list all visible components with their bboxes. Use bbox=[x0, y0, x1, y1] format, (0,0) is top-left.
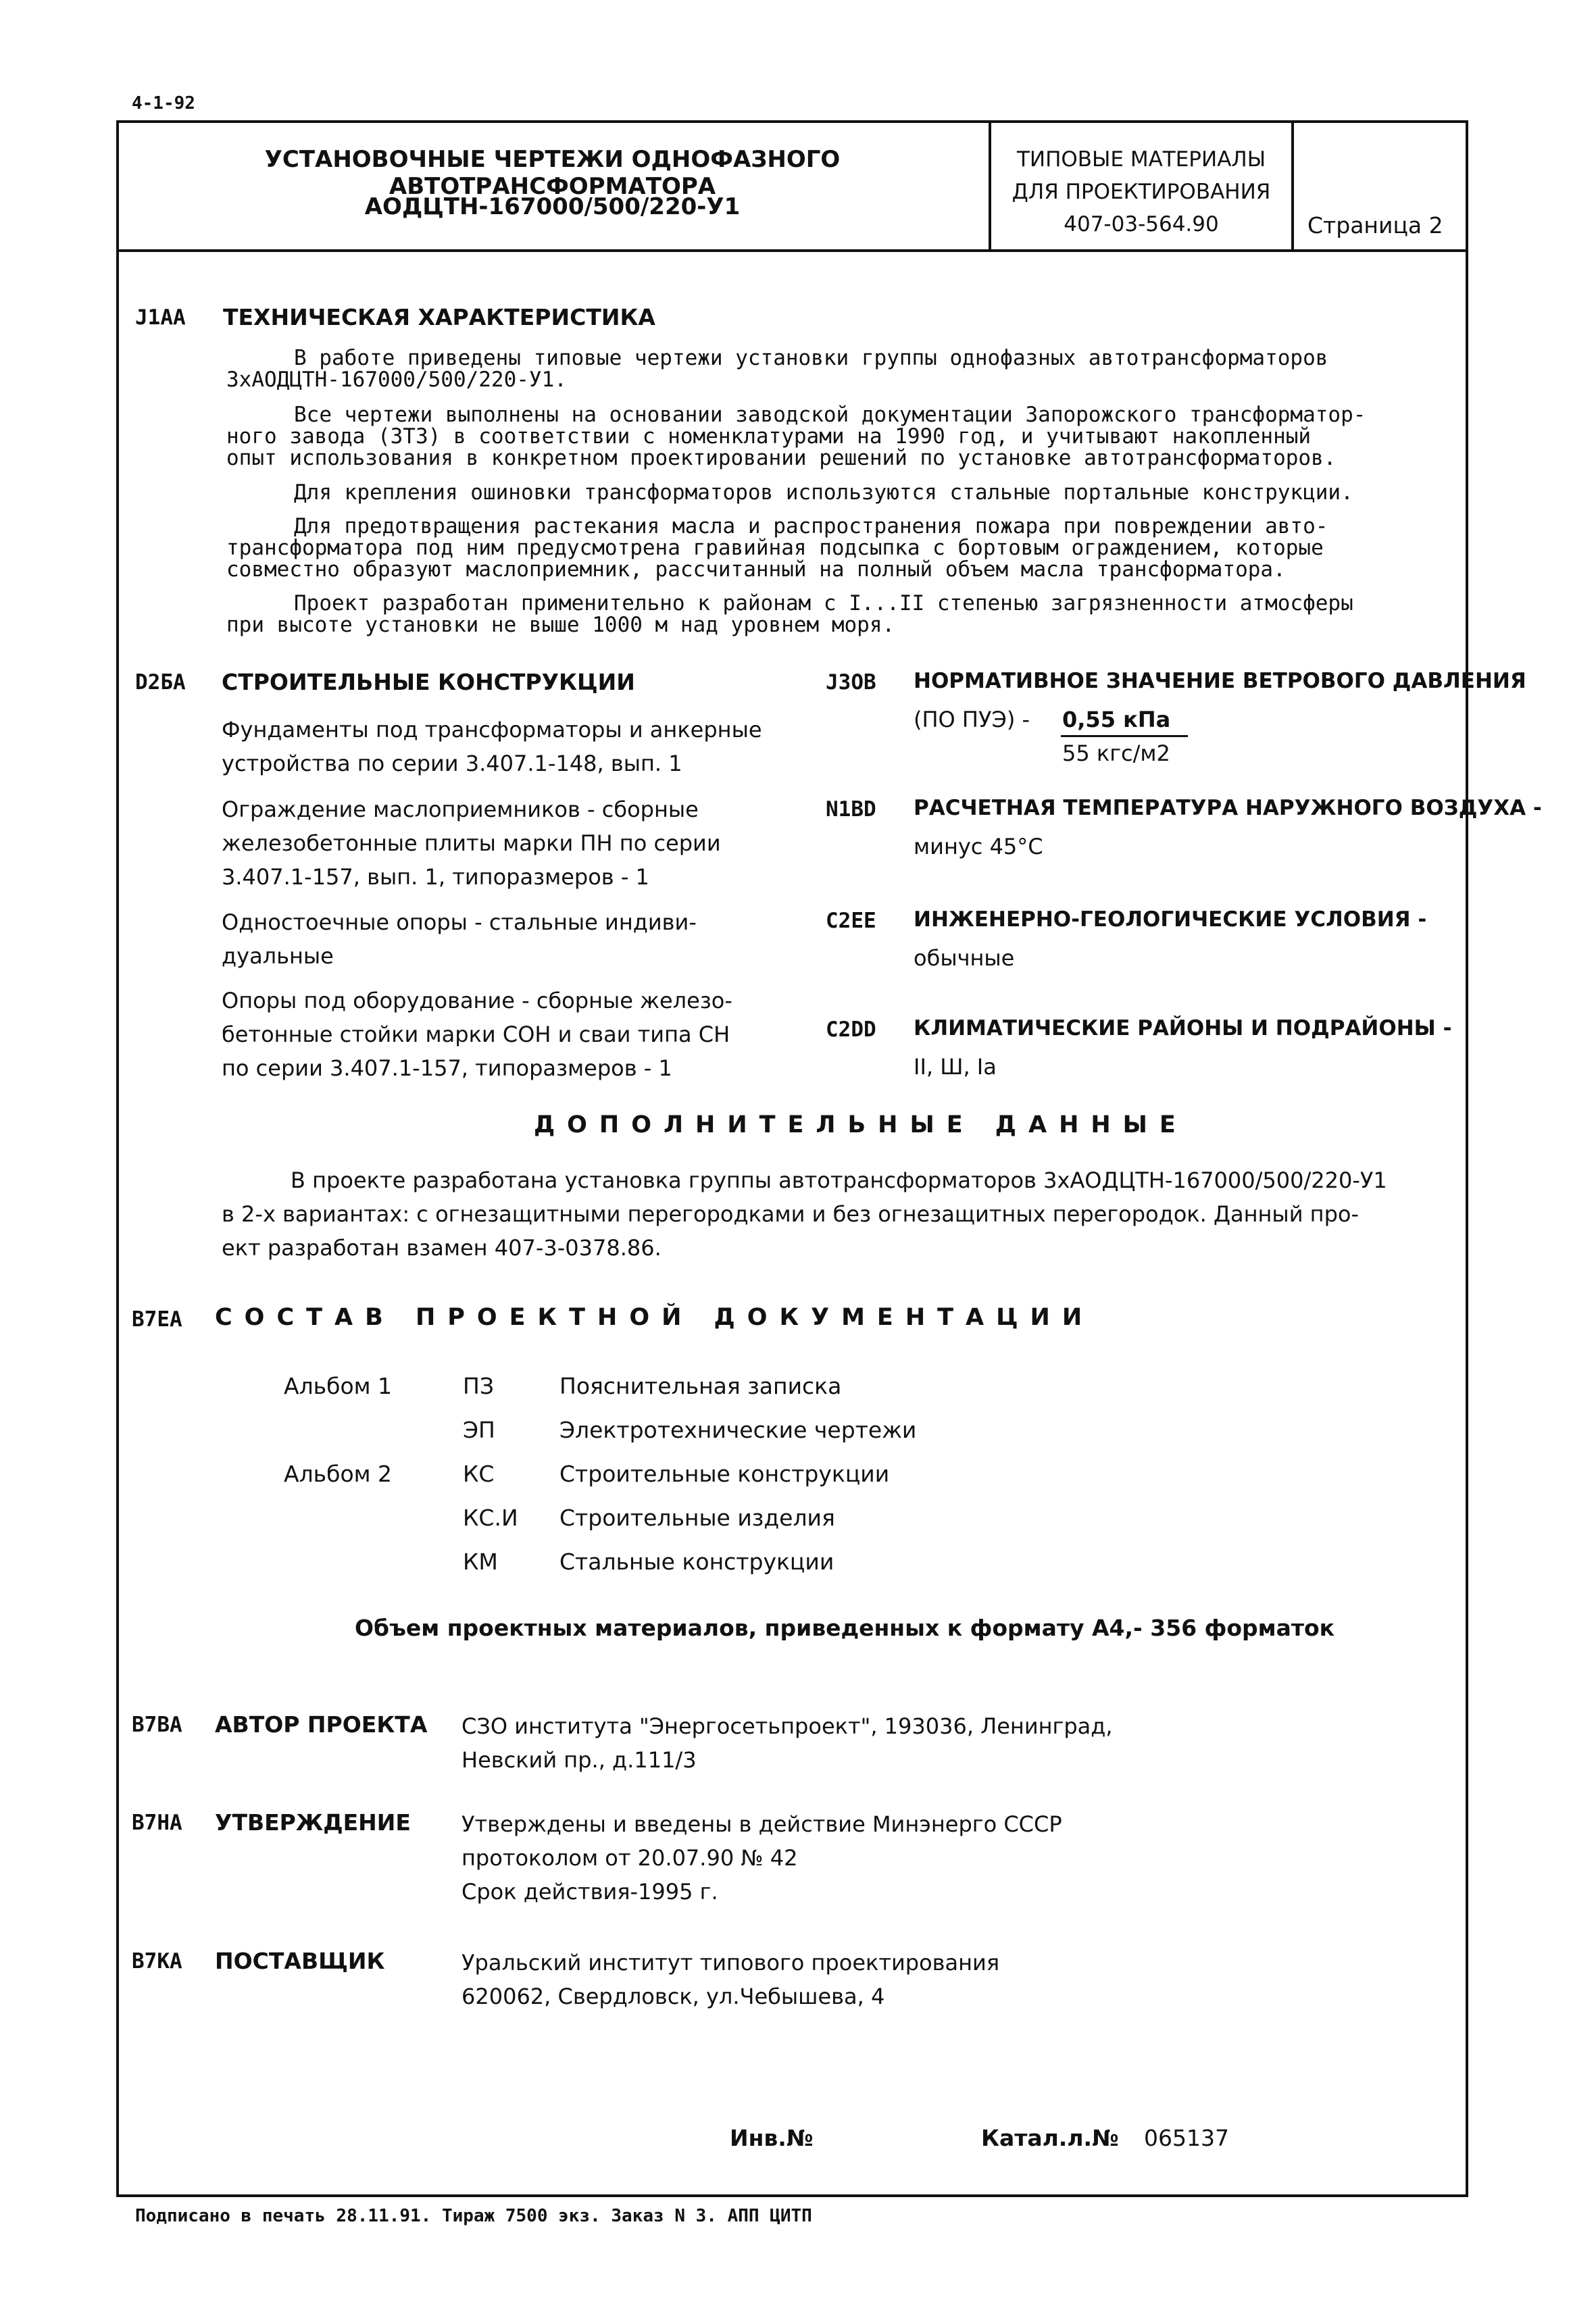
album-1-label: Альбом 1 bbox=[284, 1373, 393, 1399]
approval-code: В7НА bbox=[132, 1811, 182, 1835]
geo-value: обычные bbox=[914, 945, 1015, 971]
author-heading: АВТОР ПРОЕКТА bbox=[215, 1711, 428, 1738]
build-item4-l3: по серии 3.407.1-157, типоразмеров - 1 bbox=[222, 1055, 672, 1081]
supplier-l2: 620062, Свердловск, ул.Чебышева, 4 bbox=[462, 1984, 885, 2009]
title-cell bbox=[116, 120, 991, 249]
doc-code: КМ bbox=[463, 1549, 498, 1575]
build-item2-l2: железобетонные плиты марки ПН по серии bbox=[222, 830, 721, 856]
catalog-number: 065137 bbox=[1144, 2125, 1229, 2151]
wind-value-kpa: 0,55 кПа bbox=[1062, 707, 1171, 732]
doc-name: Строительные конструкции bbox=[559, 1461, 890, 1487]
docs-heading: СОСТАВ ПРОЕКТНОЙ ДОКУМЕНТАЦИИ bbox=[215, 1304, 1095, 1331]
temp-code: N1ВD bbox=[826, 797, 876, 822]
extra-heading: ДОПОЛНИТЕЛЬНЫЕ ДАННЫЕ bbox=[534, 1111, 1188, 1138]
geo-heading: ИНЖЕНЕРНО-ГЕОЛОГИЧЕСКИЕ УСЛОВИЯ - bbox=[914, 907, 1427, 932]
tech-code: Ј1АА bbox=[135, 305, 186, 330]
tech-p3-l1: Для крепления ошиновки трансформаторов используются стальные портальные конструкции. bbox=[294, 480, 1353, 505]
tech-heading: ТЕХНИЧЕСКАЯ ХАРАКТЕРИСТИКА bbox=[223, 304, 655, 330]
author-code: В7ВА bbox=[132, 1713, 182, 1737]
wind-value-kgs: 55 кгс/м2 bbox=[1062, 740, 1170, 766]
tech-p1-l1: В работе приведены типовые чертежи установки группы однофазных автотрансформаторов bbox=[294, 346, 1328, 370]
print-info: Подписано в печать 28.11.91. Тираж 7500 экз. Заказ N 3. АПП ЦИТП bbox=[135, 2206, 812, 2226]
tech-p4-l3: совместно образуют маслоприемник, рассчитанный на полный объем масла трансформатора. bbox=[226, 557, 1286, 582]
build-item1-l1: Фундаменты под трансформаторы и анкерные bbox=[222, 717, 762, 743]
title-line-1: УСТАНОВОЧНЫЕ ЧЕРТЕЖИ ОДНОФАЗНОГО АВТОТРАНСФОРМАТОРА bbox=[264, 146, 841, 200]
author-l1: СЗО института "Энергосетьпроект", 193036, Ленинград, bbox=[462, 1713, 1113, 1739]
supplier-code: В7КА bbox=[132, 1949, 182, 1973]
supplier-l1: Уральский институт типового проектирования bbox=[462, 1950, 1000, 1976]
title-line-2: АОДЦТН-167000/500/220-У1 bbox=[364, 193, 741, 220]
tech-p2-l2: ного завода (ЗТЗ) в соответствии с номенклатурами на 1990 год, и учитывают накопленный bbox=[226, 424, 1312, 449]
climate-value: II, Ш, Iа bbox=[914, 1054, 997, 1080]
doc-code: ЭП bbox=[463, 1417, 495, 1443]
wind-code: J3ОВ bbox=[826, 670, 876, 695]
inventory-label: Инв.№ bbox=[730, 2125, 814, 2151]
approval-heading: УТВЕРЖДЕНИЕ bbox=[215, 1809, 411, 1836]
doc-code: ПЗ bbox=[463, 1373, 494, 1399]
tech-p1-l2: 3хАОДЦТН-167000/500/220-У1. bbox=[226, 368, 567, 392]
series-line-1: ТИПОВЫЕ МАТЕРИАЛЫ bbox=[1016, 147, 1266, 172]
tech-p2-l3: опыт использования в конкретном проектировании решений по установке автотрансформаторов. bbox=[226, 446, 1337, 470]
climate-code: С2DD bbox=[826, 1017, 876, 1042]
docs-volume: Объем проектных материалов, приведенных к формату А4,- 356 форматок bbox=[355, 1615, 1335, 1641]
docs-code: В7ЕА bbox=[132, 1307, 182, 1332]
title-block bbox=[116, 120, 1468, 252]
page-number: Страница 2 bbox=[1307, 212, 1443, 238]
build-item2-l3: 3.407.1-157, вып. 1, типоразмеров - 1 bbox=[222, 864, 649, 890]
tech-p2-l1: Все чертежи выполнены на основании заводской документации Запорожского трансформатор- bbox=[294, 403, 1366, 427]
climate-heading: КЛИМАТИЧЕСКИЕ РАЙОНЫ И ПОДРАЙОНЫ - bbox=[914, 1016, 1452, 1040]
approval-l1: Утверждены и введены в действие Минэнерго СССР bbox=[462, 1811, 1062, 1837]
extra-l2: в 2-х вариантах: с огнезащитными перегородками и без огнезащитных перегородок. Данный про- bbox=[222, 1201, 1360, 1227]
extra-l1: В проекте разработана установка группы автотрансформаторов 3хАОДЦТН-167000/500/220-У1 bbox=[291, 1167, 1387, 1193]
tech-p5-l1: Проект разработан применительно к районам с I...II степенью загрязненности атмосферы bbox=[294, 591, 1353, 615]
page-cell bbox=[1294, 120, 1466, 249]
wind-heading: НОРМАТИВНОЕ ЗНАЧЕНИЕ ВЕТРОВОГО ДАВЛЕНИЯ bbox=[914, 669, 1526, 693]
approval-l2: протоколом от 20.07.90 № 42 bbox=[462, 1845, 798, 1871]
build-item3-l1: Одностоечные опоры - стальные индиви- bbox=[222, 909, 697, 935]
doc-name: Электротехнические чертежи bbox=[559, 1417, 917, 1443]
doc-name: Пояснительная записка bbox=[559, 1373, 842, 1399]
tech-p4-l1: Для предотвращения растекания масла и распространения пожара при повреждении авто- bbox=[294, 514, 1328, 538]
supplier-heading: ПОСТАВЩИК bbox=[215, 1948, 385, 1974]
catalog-label: Катал.л.№ bbox=[981, 2125, 1119, 2151]
build-item2-l1: Ограждение маслоприемников - сборные bbox=[222, 797, 699, 822]
series-number: 407-03-564.90 bbox=[1064, 212, 1219, 236]
series-cell bbox=[991, 120, 1294, 249]
temp-heading: РАСЧЕТНАЯ ТЕМПЕРАТУРА НАРУЖНОГО ВОЗДУХА - bbox=[914, 796, 1542, 820]
temp-value: минус 45°С bbox=[914, 834, 1043, 859]
build-code: D2БА bbox=[135, 670, 186, 695]
doc-name: Стальные конструкции bbox=[559, 1549, 834, 1575]
series-line-2: ДЛЯ ПРОЕКТИРОВАНИЯ bbox=[1012, 180, 1271, 204]
doc-code: КС.И bbox=[463, 1505, 518, 1531]
album-2-label: Альбом 2 bbox=[284, 1461, 393, 1487]
build-item4-l1: Опоры под оборудование - сборные железо- bbox=[222, 988, 732, 1013]
tech-p4-l2: трансформатора под ним предусмотрена гравийная подсыпка с бортовым ограждением, которые bbox=[226, 536, 1324, 560]
author-l2: Невский пр., д.111/3 bbox=[462, 1747, 697, 1773]
build-item4-l2: бетонные стойки марки СОН и сваи типа СН bbox=[222, 1022, 730, 1047]
geo-code: С2ЕЕ bbox=[826, 909, 876, 933]
doc-name: Строительные изделия bbox=[559, 1505, 835, 1531]
wind-norm-label: (ПО ПУЭ) - bbox=[914, 707, 1030, 732]
extra-l3: ект разработан взамен 407-3-0378.86. bbox=[222, 1235, 662, 1261]
tech-p5-l2: при высоте установки не выше 1000 м над уровнем моря. bbox=[226, 613, 895, 637]
corner-code: 4-1-92 bbox=[132, 93, 195, 114]
build-item3-l2: дуальные bbox=[222, 943, 334, 969]
approval-l3: Срок действия-1995 г. bbox=[462, 1879, 718, 1905]
doc-code: КС bbox=[463, 1461, 495, 1487]
build-item1-l2: устройства по серии 3.407.1-148, вып. 1 bbox=[222, 751, 682, 776]
build-heading: СТРОИТЕЛЬНЫЕ КОНСТРУКЦИИ bbox=[222, 669, 635, 695]
